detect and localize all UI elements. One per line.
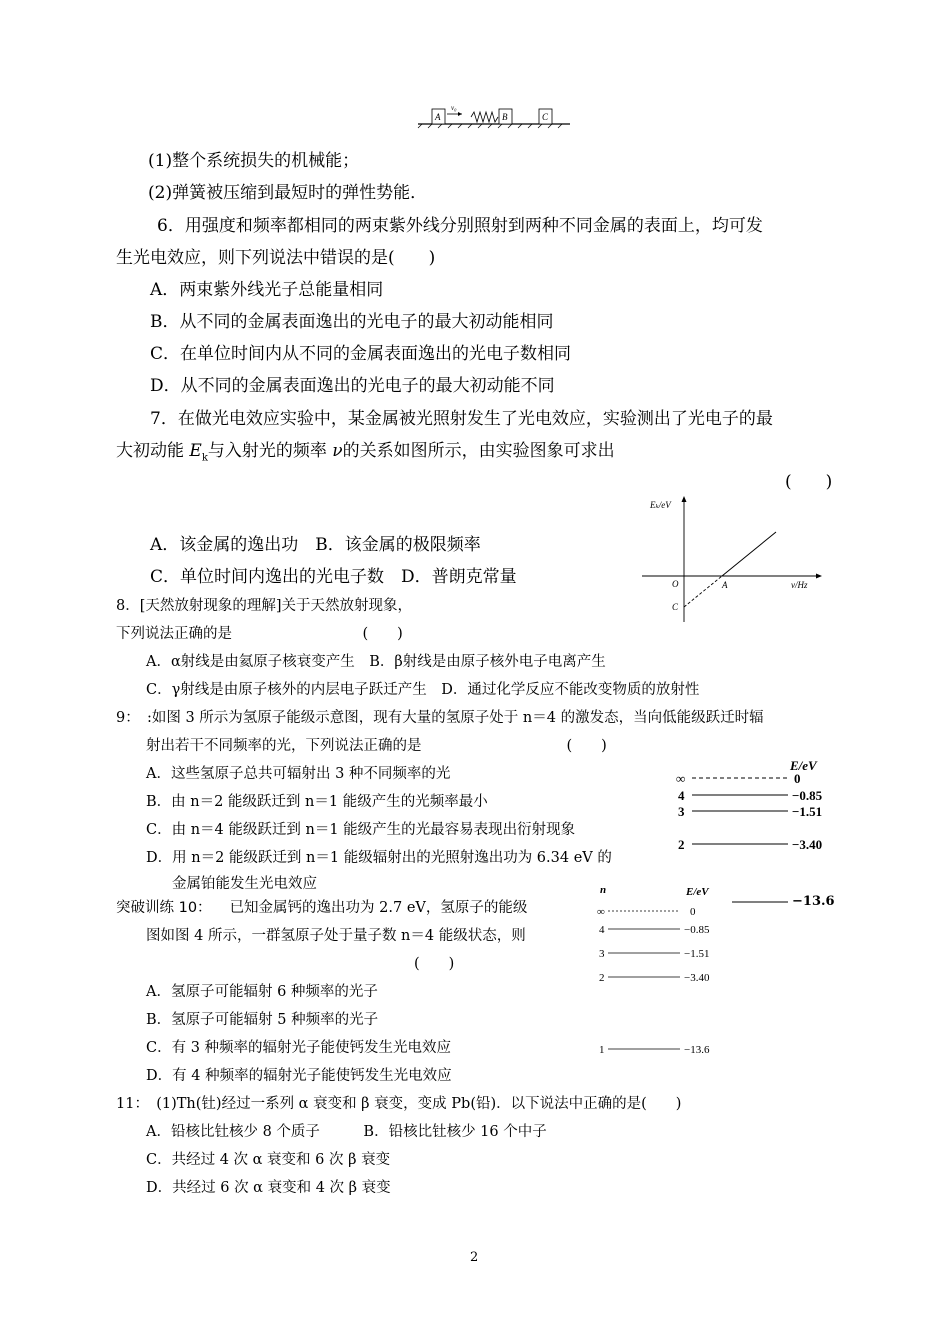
q9-option-d-line1: D．用 n＝2 能级跃迁到 n＝1 能级辐射出的光照射逸出功为 6.34 eV 的 bbox=[146, 850, 612, 866]
fig3-ground-level-e: −13.6 bbox=[792, 894, 835, 909]
ek-extension bbox=[684, 576, 722, 607]
fig4-level-e: −0.85 bbox=[684, 924, 710, 936]
q7-options-ab: A．该金属的逸出功 B．该金属的极限频率 bbox=[150, 535, 481, 555]
q10-option-a: A．氢原子可能辐射 6 种频率的光子 bbox=[146, 984, 378, 1000]
fig4-level-n: ∞ bbox=[597, 906, 605, 918]
block-c-label: C bbox=[542, 112, 549, 122]
graph-x-label: ν/Hz bbox=[791, 580, 808, 590]
spring-blocks-figure bbox=[410, 100, 575, 132]
q11-options-ab: A．铅核比钍核少 8 个质子 B．铅核比钍核少 16 个中子 bbox=[146, 1124, 547, 1140]
fig4-level-e: −13.6 bbox=[684, 1044, 710, 1056]
q10-option-c: C．有 3 种频率的辐射光子能使钙发生光电效应 bbox=[146, 1040, 452, 1056]
q8-options-ab: A．α射线是由氦原子核衰变产生 B．β射线是由原子核外电子电离产生 bbox=[146, 654, 606, 670]
q11-option-c: C．共经过 4 次 α 衰变和 6 次 β 衰变 bbox=[146, 1152, 391, 1168]
velocity-label: v₀ bbox=[451, 104, 457, 112]
fig4-level-e: −3.40 bbox=[684, 972, 710, 984]
fig4-level-e: −1.51 bbox=[684, 948, 710, 960]
q6-option-c: C．在单位时间内从不同的金属表面逸出的光电子数相同 bbox=[150, 344, 572, 364]
fig4-n-header: n bbox=[600, 884, 607, 896]
q9-stem-line2: 射出若干不同频率的光，下列说法正确的是 ( ) bbox=[146, 738, 607, 754]
fig3-level-e: 0 bbox=[794, 771, 801, 786]
q9-option-d-line2: 金属铂能发生光电效应 bbox=[172, 876, 317, 892]
ek-frequency-graph bbox=[638, 492, 828, 632]
fig3-level-n: ∞ bbox=[676, 771, 686, 786]
graph-point-a-label: A bbox=[722, 580, 728, 590]
q6-stem-line2: 生光电效应，则下列说法中错误的是( ) bbox=[116, 248, 436, 268]
spring bbox=[471, 112, 498, 122]
fig3-level-e: −3.40 bbox=[792, 837, 823, 852]
q5-part1: (1)整个系统损失的机械能； bbox=[148, 151, 360, 171]
q8-stem-line1: 8．[天然放射现象的理解]关于天然放射现象， bbox=[116, 598, 413, 614]
q10-answer-paren: ( ) bbox=[414, 956, 455, 972]
q11-stem: 11： (1)Th(钍)经过一系列 α 衰变和 β 衰变，变成 Pb(铅)．以下说法中正确的是( ) bbox=[116, 1096, 682, 1112]
graph-origin-label: O bbox=[672, 579, 679, 589]
q7-answer-paren: ( ) bbox=[785, 472, 833, 492]
graph-point-c-label: C bbox=[672, 602, 679, 612]
fig3-level-n: 2 bbox=[678, 837, 685, 852]
q9-stem-line1: 9： :如图 3 所示为氢原子能级示意图，现有大量的氢原子处于 n＝4 的激发态，当向低能级跃迁时辐 bbox=[116, 710, 764, 726]
fig3-energy-header: E/eV bbox=[790, 758, 817, 773]
energy-level-diagram-fig4 bbox=[594, 880, 734, 1065]
fig3-level-n: 3 bbox=[678, 804, 685, 819]
fig3-level-e: −1.51 bbox=[792, 804, 823, 819]
q5-part2: (2)弹簧被压缩到最短时的弹性势能． bbox=[148, 183, 428, 203]
fig3-level-n: 4 bbox=[678, 788, 685, 803]
q7-stem-line1: 7．在做光电效应实验中，某金属被光照射发生了光电效应，实验测出了光电子的最 bbox=[150, 409, 773, 429]
q9-option-b: B．由 n＝2 能级跃迁到 n＝1 能级产生的光频率最小 bbox=[146, 794, 488, 810]
q8-options-cd: C．γ射线是由原子核外的内层电子跃迁产生 D．通过化学反应不能改变物质的放射性 bbox=[146, 682, 700, 698]
fig3-level-e: −0.85 bbox=[792, 788, 823, 803]
q6-stem-line1: 6．用强度和频率都相同的两束紫外线分别照射到两种不同金属的表面上，均可发 bbox=[157, 216, 763, 236]
q7-options-cd: C．单位时间内逸出的光电子数 D．普朗克常量 bbox=[150, 567, 517, 587]
q6-option-b: B．从不同的金属表面逸出的光电子的最大初动能相同 bbox=[150, 312, 554, 332]
fig4-level-n: 2 bbox=[599, 972, 605, 984]
page-number: 2 bbox=[470, 1250, 479, 1265]
graph-y-label: Eₖ/eV bbox=[650, 500, 671, 510]
q6-option-d: D．从不同的金属表面逸出的光电子的最大初动能不同 bbox=[150, 376, 555, 396]
q10-option-d: D．有 4 种频率的辐射光子能使钙发生光电效应 bbox=[146, 1068, 452, 1084]
fig4-energy-header: E/eV bbox=[686, 886, 709, 898]
fig4-level-n: 4 bbox=[599, 924, 605, 936]
block-a-label: A bbox=[435, 112, 441, 122]
fig4-level-e: 0 bbox=[690, 906, 696, 918]
q10-label: 突破训练 10： 已知金属钙的逸出功为 2.7 eV，氢原子的能级 bbox=[116, 900, 528, 916]
q7-stem-line2: 大初动能 $E_k$与入射光的频率 ν的关系如图所示，由实验图象可求出 bbox=[116, 441, 615, 464]
q10-option-b: B．氢原子可能辐射 5 种频率的光子 bbox=[146, 1012, 379, 1028]
fig4-level-n: 1 bbox=[599, 1044, 605, 1056]
q9-option-a: A．这些氢原子总共可辐射出 3 种不同频率的光 bbox=[146, 766, 451, 782]
q8-stem-line2: 下列说法正确的是 ( ) bbox=[116, 626, 403, 642]
q11-option-d: D．共经过 6 次 α 衰变和 4 次 β 衰变 bbox=[146, 1180, 391, 1196]
fig4-level-n: 3 bbox=[599, 948, 605, 960]
q10-stem-line2: 图如图 4 所示，一群氢原子处于量子数 n＝4 能级状态，则 bbox=[146, 928, 526, 944]
q6-option-a: A．两束紫外线光子总能量相同 bbox=[150, 280, 384, 300]
block-b-label: B bbox=[502, 112, 508, 122]
q9-option-c: C．由 n＝4 能级跃迁到 n＝1 能级产生的光最容易表现出衍射现象 bbox=[146, 822, 576, 838]
ek-line bbox=[722, 532, 776, 576]
